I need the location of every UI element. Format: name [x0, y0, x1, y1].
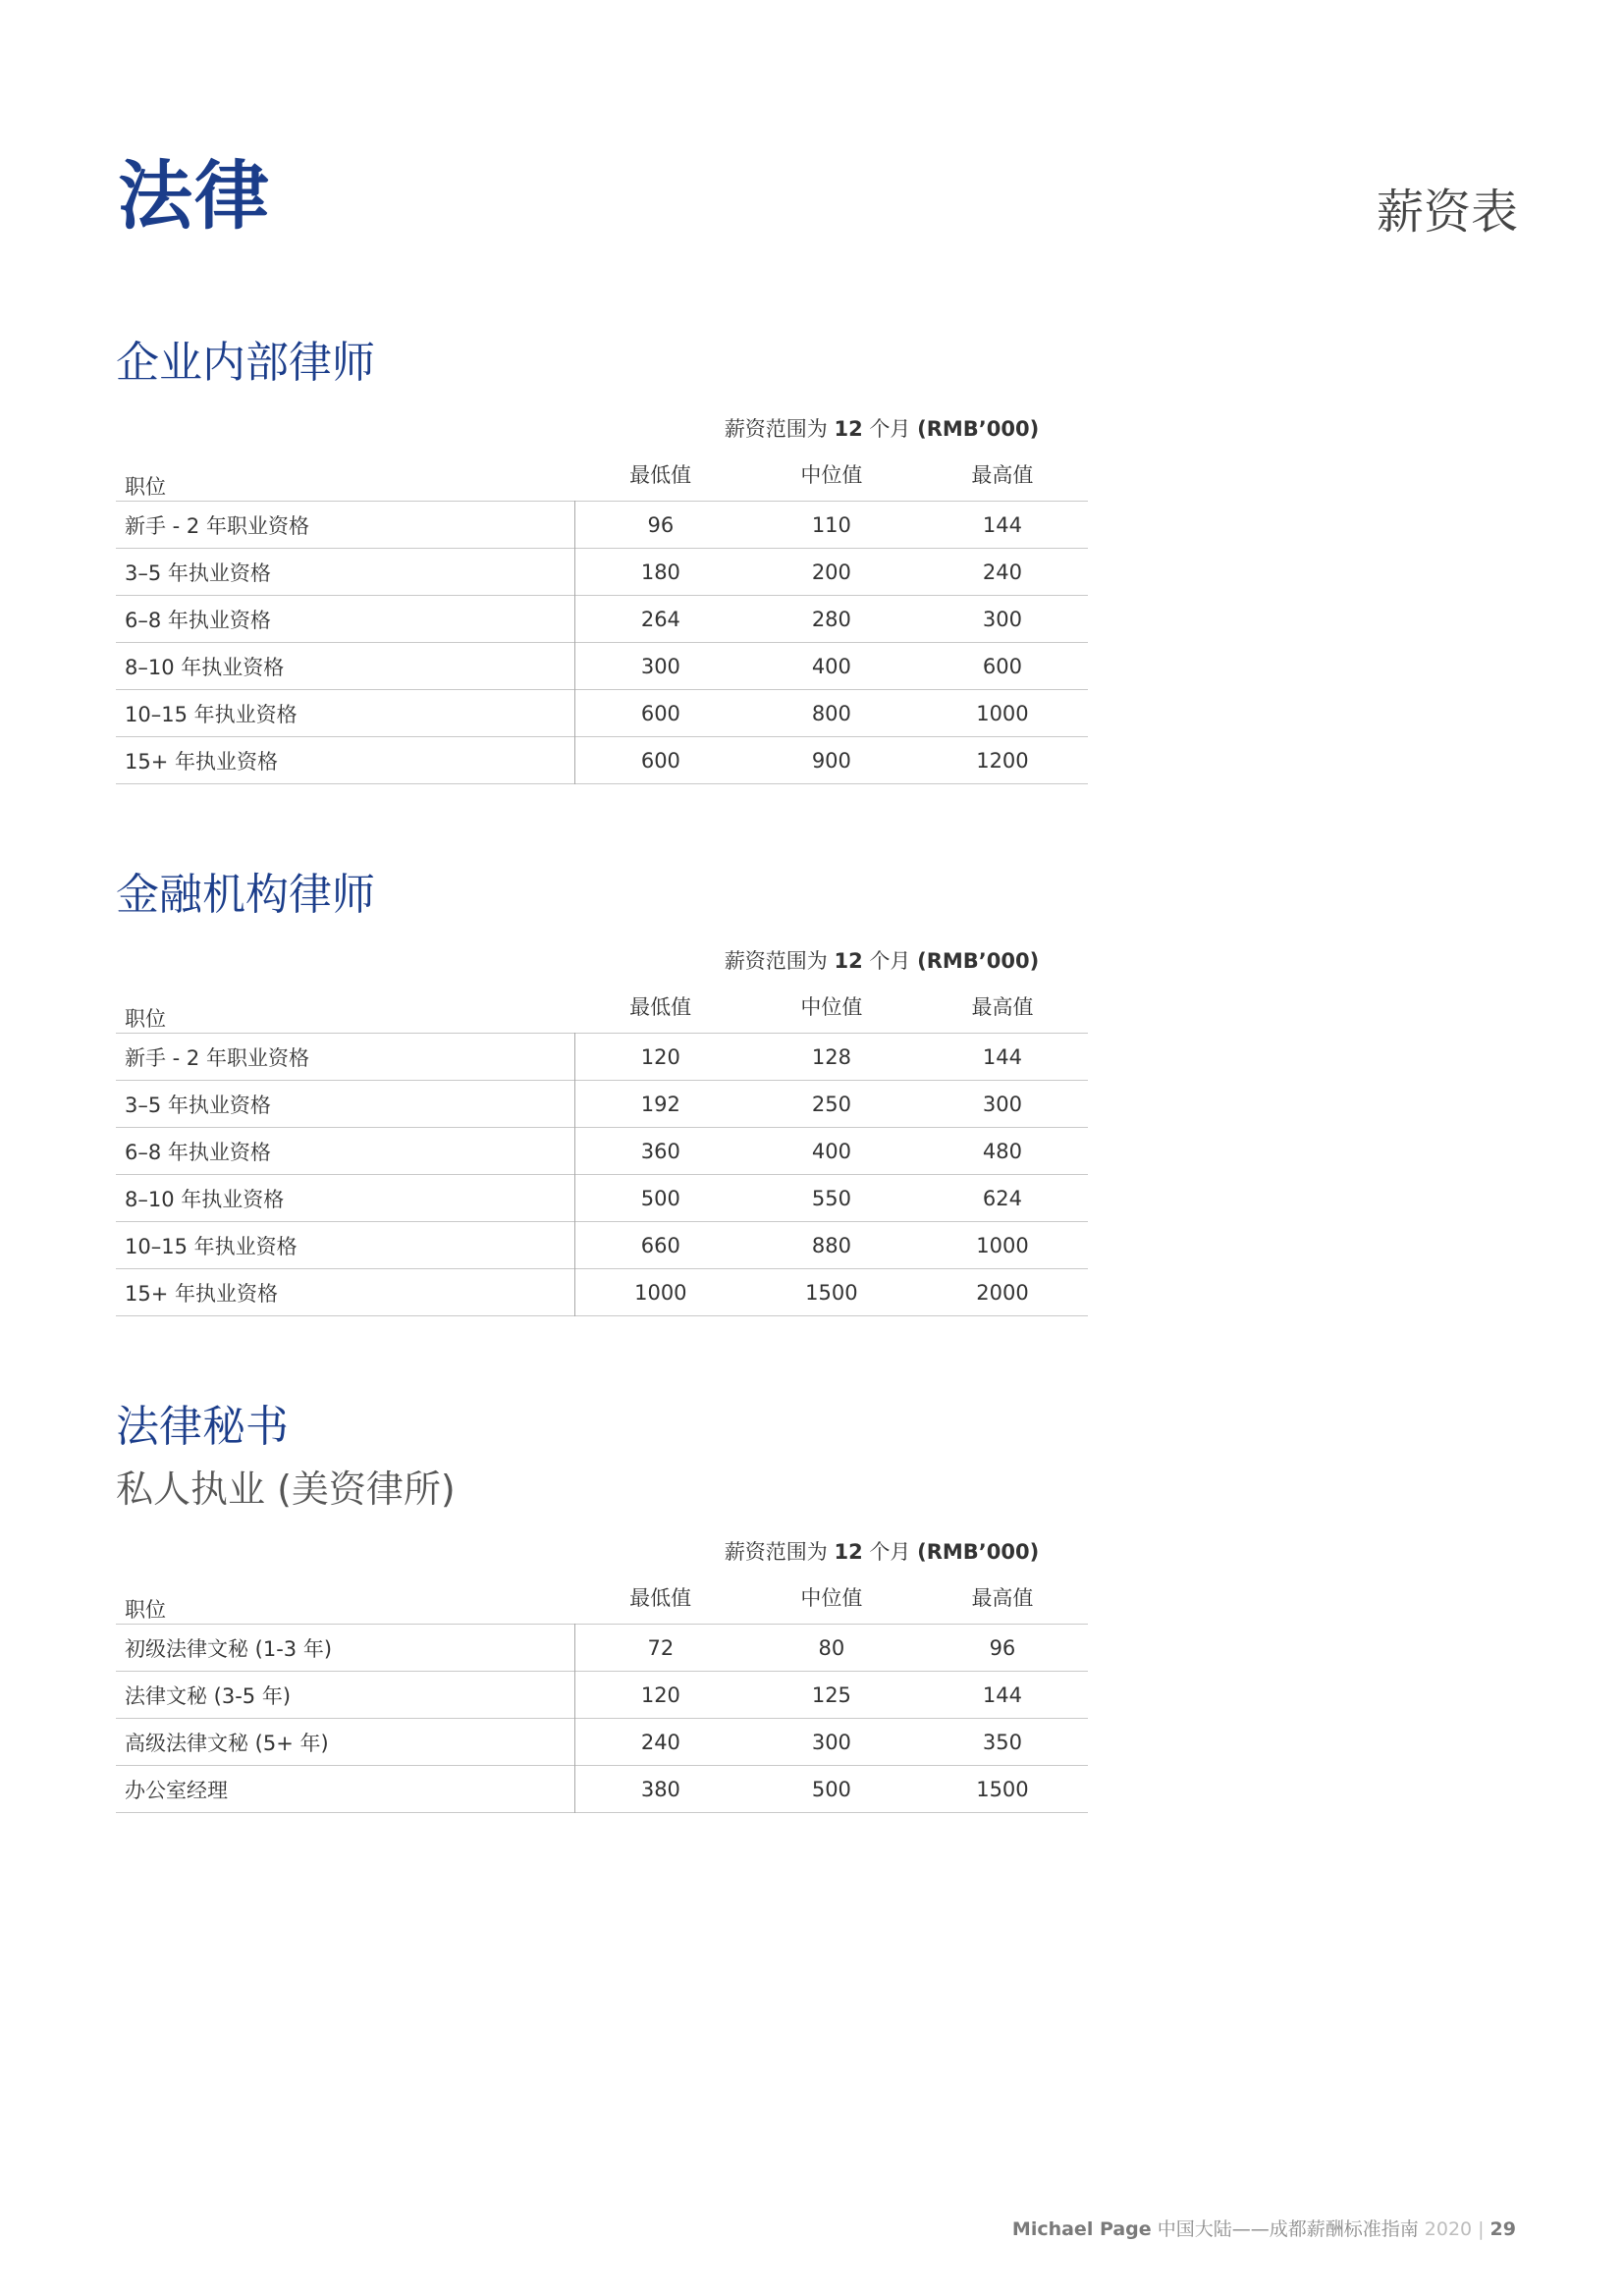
median-cell: 300 — [811, 1730, 851, 1754]
column-header-min: 最低值 — [629, 1586, 692, 1610]
column-header-median: 中位值 — [800, 1586, 863, 1610]
median-cell: 200 — [811, 560, 851, 584]
salary-range-caption: 薪资范围为 12 个月 (RMB’000) — [724, 417, 1040, 441]
median-cell: 125 — [811, 1682, 851, 1707]
table-row — [116, 1625, 1088, 1672]
table-row — [116, 737, 1088, 784]
min-cell: 380 — [640, 1777, 680, 1801]
position-cell: 3–5 年执业资格 — [116, 1081, 574, 1128]
position-cell: 6–8 年执业资格 — [116, 596, 574, 643]
min-cell: 240 — [640, 1730, 680, 1754]
min-cell: 660 — [640, 1233, 680, 1257]
salary-range-caption: 薪资范围为 12 个月 (RMB’000) — [724, 949, 1040, 973]
table-row — [116, 596, 1088, 643]
table-row — [116, 1175, 1088, 1222]
salary-table — [116, 444, 1088, 784]
median-cell: 1500 — [805, 1280, 858, 1305]
min-cell: 120 — [640, 1682, 680, 1707]
min-cell: 360 — [640, 1139, 680, 1163]
median-cell: 800 — [811, 701, 851, 725]
median-cell: 280 — [811, 607, 851, 631]
page-footer — [1012, 2215, 1516, 2241]
table-row — [116, 502, 1088, 549]
table-row — [116, 1081, 1088, 1128]
median-cell: 500 — [811, 1777, 851, 1801]
section-in-house-lawyer — [116, 338, 1088, 784]
min-cell: 300 — [640, 654, 680, 678]
position-cell: 初级法律文秘 (1-3 年) — [116, 1625, 574, 1672]
max-cell: 1000 — [976, 1233, 1029, 1257]
median-cell: 128 — [811, 1044, 851, 1069]
max-cell: 144 — [982, 1682, 1022, 1707]
min-cell: 180 — [640, 560, 680, 584]
position-cell: 10–15 年执业资格 — [116, 1222, 574, 1269]
max-cell: 480 — [982, 1139, 1022, 1163]
min-cell: 264 — [640, 607, 680, 631]
salary-table — [116, 976, 1088, 1316]
position-cell: 8–10 年执业资格 — [116, 643, 574, 690]
column-header-position: 职位 — [125, 1007, 166, 1031]
median-cell: 110 — [811, 512, 851, 537]
table-row — [116, 1034, 1088, 1081]
table-row — [116, 1128, 1088, 1175]
table-row — [116, 1672, 1088, 1719]
table-row — [116, 690, 1088, 737]
position-cell: 高级法律文秘 (5+ 年) — [116, 1719, 574, 1766]
section-title: 法律秘书 — [116, 1402, 289, 1452]
column-header-position: 职位 — [125, 1598, 166, 1622]
table-row — [116, 1222, 1088, 1269]
min-cell: 1000 — [634, 1280, 687, 1305]
page-number: 29 — [1489, 2218, 1516, 2240]
salary-table — [116, 1567, 1088, 1813]
min-cell: 500 — [640, 1186, 680, 1210]
section-financial-institution-lawyer — [116, 870, 1088, 1316]
table-row — [116, 549, 1088, 596]
max-cell: 144 — [982, 512, 1022, 537]
page-title: 法律 — [118, 152, 271, 240]
median-cell: 900 — [811, 748, 851, 773]
column-header-max: 最高值 — [971, 995, 1034, 1019]
max-cell: 600 — [982, 654, 1022, 678]
position-cell: 15+ 年执业资格 — [116, 737, 574, 784]
max-cell: 1200 — [976, 748, 1029, 773]
max-cell: 1000 — [976, 701, 1029, 725]
min-cell: 72 — [647, 1635, 675, 1660]
table-row — [116, 1269, 1088, 1316]
position-cell: 15+ 年执业资格 — [116, 1269, 574, 1316]
position-cell: 3–5 年执业资格 — [116, 549, 574, 596]
median-cell: 250 — [811, 1092, 851, 1116]
position-cell: 新手 - 2 年职业资格 — [116, 1034, 574, 1081]
position-cell: 6–8 年执业资格 — [116, 1128, 574, 1175]
table-row — [116, 643, 1088, 690]
section-title: 金融机构律师 — [116, 870, 375, 920]
section-subtitle: 私人执业 (美资律所) — [116, 1468, 456, 1511]
max-cell: 1500 — [976, 1777, 1029, 1801]
min-cell: 192 — [640, 1092, 680, 1116]
max-cell: 240 — [982, 560, 1022, 584]
column-header-median: 中位值 — [800, 995, 863, 1019]
min-cell: 600 — [640, 701, 680, 725]
max-cell: 300 — [982, 607, 1022, 631]
footer-separator: | — [1478, 2218, 1485, 2240]
max-cell: 300 — [982, 1092, 1022, 1116]
table-row — [116, 1719, 1088, 1766]
column-header-median: 中位值 — [800, 463, 863, 487]
table-row — [116, 1766, 1088, 1813]
footer-brand: Michael Page — [1011, 2218, 1152, 2240]
footer-year: 2020 — [1424, 2218, 1473, 2240]
max-cell: 350 — [982, 1730, 1022, 1754]
page-category-tag: 薪资表 — [1376, 185, 1518, 240]
median-cell: 400 — [811, 654, 851, 678]
position-cell: 新手 - 2 年职业资格 — [116, 502, 574, 549]
section-legal-secretary — [116, 1402, 1088, 1813]
min-cell: 96 — [647, 512, 675, 537]
min-cell: 120 — [640, 1044, 680, 1069]
median-cell: 880 — [811, 1233, 851, 1257]
position-cell: 10–15 年执业资格 — [116, 690, 574, 737]
position-cell: 办公室经理 — [116, 1766, 574, 1813]
section-title: 企业内部律师 — [116, 338, 375, 388]
position-cell: 法律文秘 (3-5 年) — [116, 1672, 574, 1719]
column-header-min: 最低值 — [629, 995, 692, 1019]
column-header-max: 最高值 — [971, 1586, 1034, 1610]
column-header-min: 最低值 — [629, 463, 692, 487]
median-cell: 400 — [811, 1139, 851, 1163]
max-cell: 2000 — [976, 1280, 1029, 1305]
median-cell: 80 — [818, 1635, 845, 1660]
median-cell: 550 — [811, 1186, 851, 1210]
max-cell: 624 — [982, 1186, 1022, 1210]
position-cell: 8–10 年执业资格 — [116, 1175, 574, 1222]
column-header-position: 职位 — [125, 475, 166, 499]
max-cell: 144 — [982, 1044, 1022, 1069]
salary-range-caption: 薪资范围为 12 个月 (RMB’000) — [724, 1540, 1040, 1564]
min-cell: 600 — [640, 748, 680, 773]
max-cell: 96 — [989, 1635, 1016, 1660]
column-header-max: 最高值 — [971, 463, 1034, 487]
footer-guide-title: 中国大陆——成都薪酬标准指南 — [1151, 2218, 1425, 2240]
